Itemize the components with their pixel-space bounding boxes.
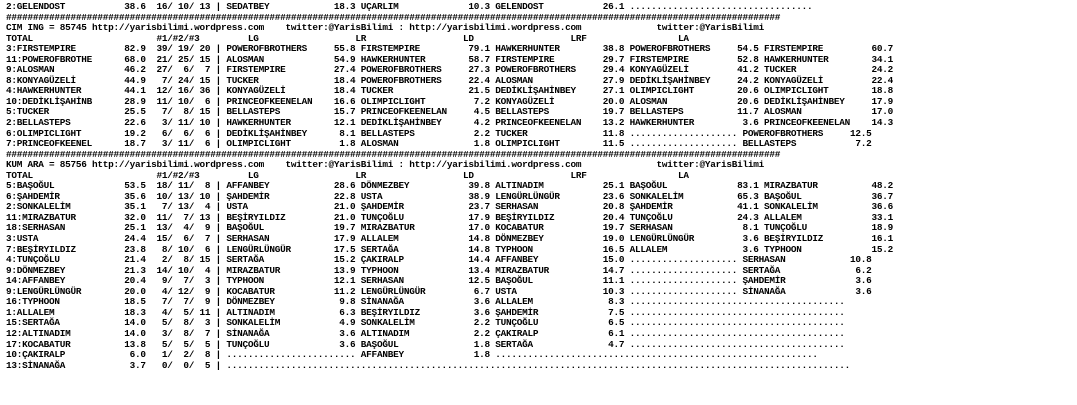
report-line: 9:DÖNMEZBEY 21.3 14/ 10/ 4 | MIRAZBATUR 13.9 TYPHOON 13.4 MIRAZBATUR 14.7 .................... SERTAĞA 6.2 (6, 264, 872, 276)
report-line: 18:SERHASAN 25.1 13/ 4/ 9 | BAŞOĞUL 19.7 MIRAZBATUR 17.0 KOCABATUR 19.7 SERHASAN 8.1 TUNÇOĞLU 18.9 (6, 222, 894, 234)
report-line: TOTAL #1/#2/#3 LG LR LD LRF LA (6, 32, 689, 44)
report-line: TOTAL #1/#2/#3 LG LR LD LRF LA (6, 169, 689, 181)
report-line: 16:TYPHOON 18.5 7/ 7/ 9 | DÖNMEZBEY 9.8 SİNANAĞA 3.6 ALLALEM 8.3 ........................................ (6, 296, 845, 308)
report-line: 12:ALTINADIM 14.0 3/ 8/ 7 | SİNANAĞA 3.6 ALTINADIM 2.2 ÇAKIRALP 6.1 ........................................ (6, 327, 845, 339)
report-line: 17:KOCABATUR 13.8 5/ 5/ 5 | TUNÇOĞLU 3.6 BAŞOĞUL 1.8 SERTAĞA 4.7 ........................................ (6, 338, 845, 350)
report-line: 6:OLIMPICLIGHT 19.2 6/ 6/ 6 | DEDİKLİŞAHİNBEY 8.1 BELLASTEPS 2.2 TUCKER 11.8 .................... POWEROFBROTHERS 12.5 (6, 127, 872, 139)
report-line: 10:DEDİKLİŞAHİNB 28.9 11/ 10/ 6 | PRINCEOFKEENELAN 16.6 OLIMPICLIGHT 7.2 KONYAGÜZELİ 20.0 ALOSMAN 20.6 DEDİKLİŞAHİNBEY 17.9 (6, 95, 894, 107)
report-line: 15:SERTAĞA 14.0 5/ 8/ 3 | SONKALELİM 4.9 SONKALELİM 2.2 TUNÇOĞLU 6.5 ........................................ (6, 317, 845, 329)
report-line: 2:BELLASTEPS 22.6 3/ 11/ 10 | HAWKERHUNTER 12.1 DEDİKLİŞAHİNBEY 4.2 PRINCEOFKEENELAN 13.2 HAWKERHUNTER 3.6 PRINCEOFKEENELAN 14.3 (6, 117, 894, 129)
report-line: 13:SİNANAĞA 3.7 0/ 0/ 5 | .................................................................................................................... (6, 359, 851, 371)
report-line: 1:ALLALEM 18.3 4/ 5/ 11 | ALTINADIM 6.3 BEŞİRYILDIZ 3.6 ŞAHDEMİR 7.5 ........................................ (6, 306, 845, 318)
report-line: KUM ARA = 85756 http://yarisbilimi.wordpress.com twitter:@YarisBilimi : http://yarisbilimi.wordpress.com twitter:@YarisBilimi (6, 159, 765, 171)
report-line: 11:MIRAZBATUR 32.0 11/ 7/ 13 | BEŞİRYILDIZ 21.0 TUNÇOĞLU 17.9 BEŞİRYILDIZ 20.4 TUNÇOĞLU 24.3 ALLALEM 33.1 (6, 211, 894, 223)
report-line: 9:LENGÜRLÜNGÜR 20.0 4/ 12/ 9 | KOCABATUR 11.2 LENGÜRLÜNGÜR 6.7 USTA 10.3 .................... SİNANAĞA 3.6 (6, 285, 872, 297)
report-line: 2:SONKALELİM 35.1 7/ 13/ 4 | USTA 21.0 ŞAHDEMİR 23.7 SERHASAN 20.8 ŞAHDEMİR 41.1 SONKALELİM 36.6 (6, 201, 894, 213)
report-line: 4:HAWKERHUNTER 44.1 12/ 16/ 36 | KONYAGÜZELİ 18.4 TUCKER 21.5 DEDİKLİŞAHİNBEY 27.1 OLIMPICLIGHT 20.6 OLIMPICLIGHT 18.8 (6, 85, 894, 97)
report-line: 8:KONYAGÜZELİ 44.9 7/ 24/ 15 | TUCKER 18.4 POWEROFBROTHERS 22.4 ALOSMAN 27.9 DEDİKLİŞAHİNBEY 24.2 KONYAGÜZELİ 22.4 (6, 74, 894, 86)
report-line: 3:USTA 24.4 15/ 6/ 7 | SERHASAN 17.9 ALLALEM 14.8 DÖNMEZBEY 19.0 LENGÜRLÜNGÜR 3.6 BEŞİRYILDIZ 16.1 (6, 233, 894, 245)
report-line: 5:BAŞOĞUL 53.5 18/ 11/ 8 | AFFANBEY 28.6 DÖNMEZBEY 39.8 ALTINADIM 25.1 BAŞOĞUL 83.1 MIRAZBATUR 48.2 (6, 180, 894, 192)
report-line: 4:TUNÇOĞLU 21.4 2/ 8/ 15 | SERTAĞA 15.2 ÇAKIRALP 14.4 AFFANBEY 15.0 .................... SERHASAN 10.8 (6, 254, 872, 266)
report-line: 14:AFFANBEY 20.4 9/ 7/ 3 | TYPHOON 12.1 SERHASAN 12.5 BAŞOĞUL 11.1 .................... ŞAHDEMİR 3.6 (6, 275, 872, 287)
report-line: 7:BEŞİRYILDIZ 23.8 8/ 10/ 6 | LENGÜRLÜNGÜR 17.5 SERTAĞA 14.8 TYPHOON 16.5 ALLALEM 3.6 TYPHOON 15.2 (6, 243, 894, 255)
separator-line: ################################################################################################################################################ (6, 148, 781, 160)
report-line: 5:TUCKER 25.5 7/ 8/ 15 | BELLASTEPS 15.7 PRINCEOFKEENELAN 4.5 BELLASTEPS 19.7 BELLASTEPS 11.7 ALOSMAN 17.0 (6, 106, 894, 118)
report-line: 7:PRINCEOFKEENEL 18.7 3/ 11/ 6 | OLIMPICLIGHT 1.8 ALOSMAN 1.8 OLIMPICLIGHT 11.5 .................... BELLASTEPS 7.2 (6, 138, 872, 150)
report-line: 9:ALOSMAN 46.2 27/ 6/ 7 | FIRSTEMPIRE 27.4 POWEROFBROTHERS 27.3 POWEROFBROTHERS 29.4 KONYAGÜZELİ 41.2 TUCKER 24.2 (6, 64, 894, 76)
separator-line: ################################################################################################################################################ (6, 11, 781, 23)
report-line: 3:FIRSTEMPIRE 82.9 39/ 19/ 20 | POWEROFBROTHERS 55.8 FIRSTEMPIRE 79.1 HAWKERHUNTER 38.8 POWEROFBROTHERS 54.5 FIRSTEMPIRE 60.7 (6, 43, 894, 55)
report-line: 6:ŞAHDEMİR 35.6 10/ 13/ 10 | ŞAHDEMİR 22.8 USTA 38.9 LENGÜRLÜNGÜR 23.6 SONKALELİM 65.3 BAŞOĞUL 36.7 (6, 190, 894, 202)
report-line: 2:GELENDOST 38.6 16/ 10/ 13 | SEDATBEY 18.3 UÇARLIM 10.3 GELENDOST 26.1 .................................. (6, 1, 813, 12)
report-line: 11:POWEROFBROTHE 68.0 21/ 25/ 15 | ALOSMAN 54.9 HAWKERHUNTER 58.7 FIRSTEMPIRE 29.7 FIRSTEMPIRE 52.8 HAWKERHUNTER 34.1 (6, 53, 894, 65)
report-line: 10:ÇAKIRALP 6.0 1/ 2/ 8 | ........................ AFFANBEY 1.8 ............................................................ (6, 349, 818, 361)
report-line: CIM ING = 85745 http://yarisbilimi.wordpress.com twitter:@YarisBilimi : http://yarisbilimi.wordpress.com twitter:@YarisBilimi (6, 22, 765, 34)
